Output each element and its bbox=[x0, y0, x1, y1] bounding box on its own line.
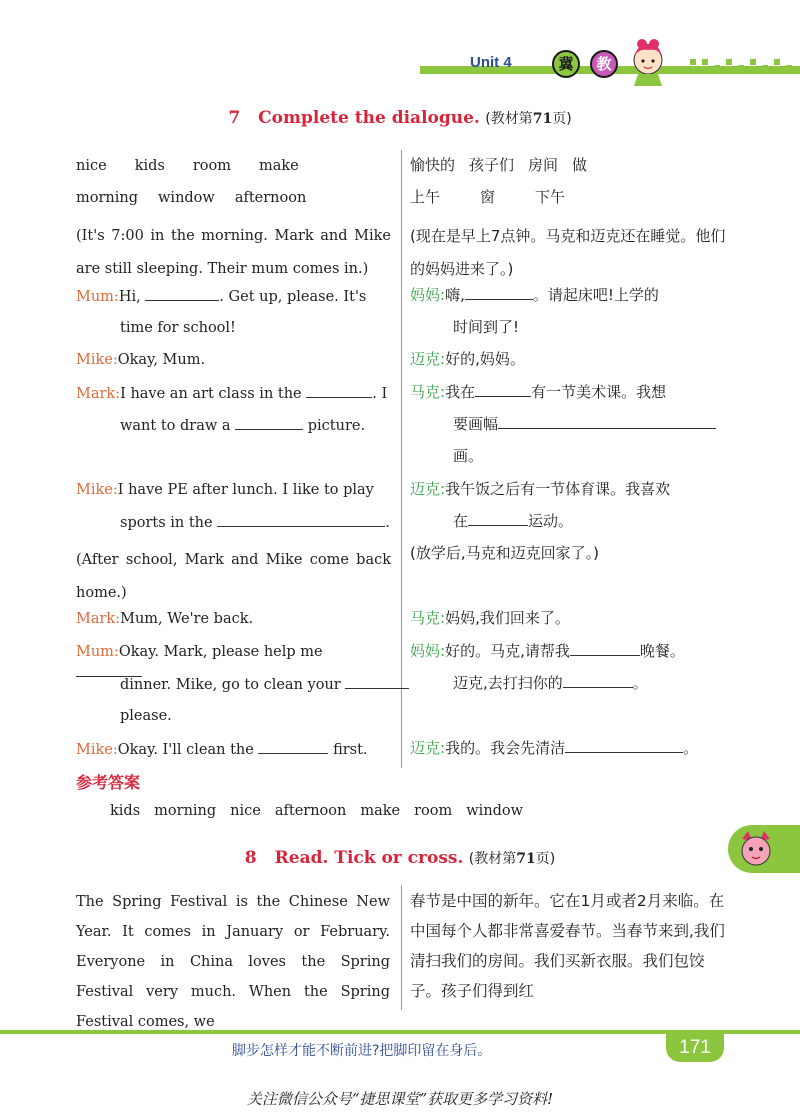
dialogue-line-1-zh: 妈妈:嗨, 。请起床吧!上学的 bbox=[410, 286, 659, 304]
dialogue-line-3-zh-cont-2: 画。 bbox=[453, 447, 484, 465]
dialogue-line-1-zh-cont: 时间到了! bbox=[453, 318, 520, 336]
scene-1-zh: (现在是早上7点钟。马克和迈克还在睡觉。他们的妈妈进来了。) bbox=[410, 227, 726, 278]
word-bank-zh-row-1: 愉快的 孩子们 房间 做 bbox=[410, 156, 588, 174]
section-7-title bbox=[0, 108, 800, 128]
dialogue-line-6-en-cont: dinner. Mike, go to clean your bbox=[120, 674, 409, 695]
scene-2-zh: (放学后,马克和迈克回家了。) bbox=[410, 544, 599, 562]
dialogue-line-7-en: Mike:Okay. I'll clean the first. bbox=[76, 739, 391, 760]
word-bank-en-row-2: morning window afternoon bbox=[76, 190, 307, 206]
scene-2-en: (After school, Mark and Mike come back home.) bbox=[76, 552, 391, 601]
footer-slogan: 脚步怎样才能不断前进?把脚印留在身后。 bbox=[232, 1043, 492, 1059]
textbook-reference: (教材第71页) bbox=[468, 851, 556, 867]
section-heading: Read. Tick or cross. bbox=[274, 848, 464, 868]
cartoon-girl-icon bbox=[618, 38, 678, 88]
dialogue-line-4-zh: 迈克:我午饭之后有一节体育课。我喜欢 bbox=[410, 480, 671, 498]
reading-passage-zh: 春节是中国的新年。它在1月或者2月来临。在中国每个人都非常喜爱春节。当春节来到,我们清扫我们的房间。我们买新衣服。我们包饺子。孩子们得到红 bbox=[410, 892, 725, 1000]
dialogue-line-4-en: Mike:I have PE after lunch. I like to play bbox=[76, 482, 374, 498]
dialogue-line-2-en: Mike:Okay, Mum. bbox=[76, 352, 206, 368]
section-number: 7 bbox=[228, 108, 241, 128]
dialogue-line-2-zh: 迈克:好的,妈妈。 bbox=[410, 350, 525, 368]
dialogue-line-5-en: Mark:Mum, We're back. bbox=[76, 611, 254, 627]
dialogue-line-3-zh-cont: 要画幅 bbox=[453, 414, 716, 434]
answer-blank[interactable] bbox=[465, 285, 533, 300]
answer-blank[interactable] bbox=[468, 511, 528, 526]
dialogue-line-4-en-cont: sports in the . bbox=[120, 512, 390, 533]
answer-blank[interactable] bbox=[565, 738, 683, 753]
dialogue-line-6-zh: 妈妈:好的。马克,请帮我 晚餐。 bbox=[410, 642, 685, 660]
reading-passage-en: The Spring Festival is the Chinese New Year. It comes in January or February. Everyone in China loves the Spring Festival very much. When the Spring Festival comes, we bbox=[76, 894, 390, 1030]
answer-blank[interactable] bbox=[306, 383, 372, 398]
dialogue-line-6-zh-cont: 迈克,去打扫你的 。 bbox=[453, 674, 648, 692]
page-header bbox=[0, 0, 800, 100]
dialogue-line-5-zh: 马克:妈妈,我们回来了。 bbox=[410, 609, 570, 627]
answer-blank[interactable] bbox=[235, 415, 303, 430]
dialogue-line-1-en-cont: time for school! bbox=[120, 320, 236, 336]
dialogue-line-3-zh: 马克:我在 有一节美术课。我想 bbox=[410, 383, 667, 401]
section-number: 8 bbox=[244, 848, 257, 868]
scene-1-en: (It's 7:00 in the morning. Mark and Mike are still sleeping. Their mum comes in.) bbox=[76, 228, 391, 277]
answer-blank[interactable] bbox=[498, 414, 716, 429]
textbook-reference: (教材第71页) bbox=[485, 111, 572, 127]
dialogue-line-3-en-cont: want to draw a picture. bbox=[120, 415, 365, 436]
dialogue-line-7-zh: 迈克:我的。我会先清洁 。 bbox=[410, 739, 699, 757]
answer-blank[interactable] bbox=[258, 739, 328, 754]
answer-key-words: kids morning nice afternoon make room window bbox=[110, 803, 524, 819]
dialogue-line-3-en: Mark:I have an art class in the . I bbox=[76, 383, 391, 404]
word-bank-en-row-1: nice kids room make bbox=[76, 158, 299, 174]
section-8-title bbox=[0, 848, 800, 868]
answer-blank[interactable] bbox=[345, 674, 409, 689]
answer-blank[interactable] bbox=[217, 512, 385, 527]
column-divider bbox=[401, 885, 402, 1010]
jiao-badge-icon: 教 bbox=[590, 50, 618, 78]
ji-badge-icon: 冀 bbox=[552, 50, 580, 78]
answer-blank[interactable] bbox=[145, 286, 219, 301]
word-bank-zh-row-2: 上午 窗 下午 bbox=[410, 188, 566, 206]
dialogue-line-4-zh-cont: 在 运动。 bbox=[453, 512, 574, 530]
answer-blank[interactable] bbox=[563, 673, 633, 688]
unit-label: Unit 4 bbox=[470, 54, 512, 71]
answer-blank[interactable] bbox=[570, 641, 640, 656]
wechat-note: 关注微信公众号“捷思课堂”获取更多学习资料! bbox=[246, 1090, 554, 1108]
dialogue-line-6-en-cont-2: please. bbox=[120, 708, 172, 724]
answer-key-label: 参考答案 bbox=[76, 773, 141, 792]
dialogue-line-1-en: Mum:Hi, . Get up, please. It's bbox=[76, 286, 391, 307]
dialogue-line-6-en: Mum:Okay. Mark, please help me bbox=[76, 642, 391, 683]
answer-blank[interactable] bbox=[475, 382, 531, 397]
page-number: 171 bbox=[666, 1034, 724, 1062]
section-heading: Complete the dialogue. bbox=[258, 108, 480, 128]
checker-pattern-icon bbox=[690, 55, 800, 77]
